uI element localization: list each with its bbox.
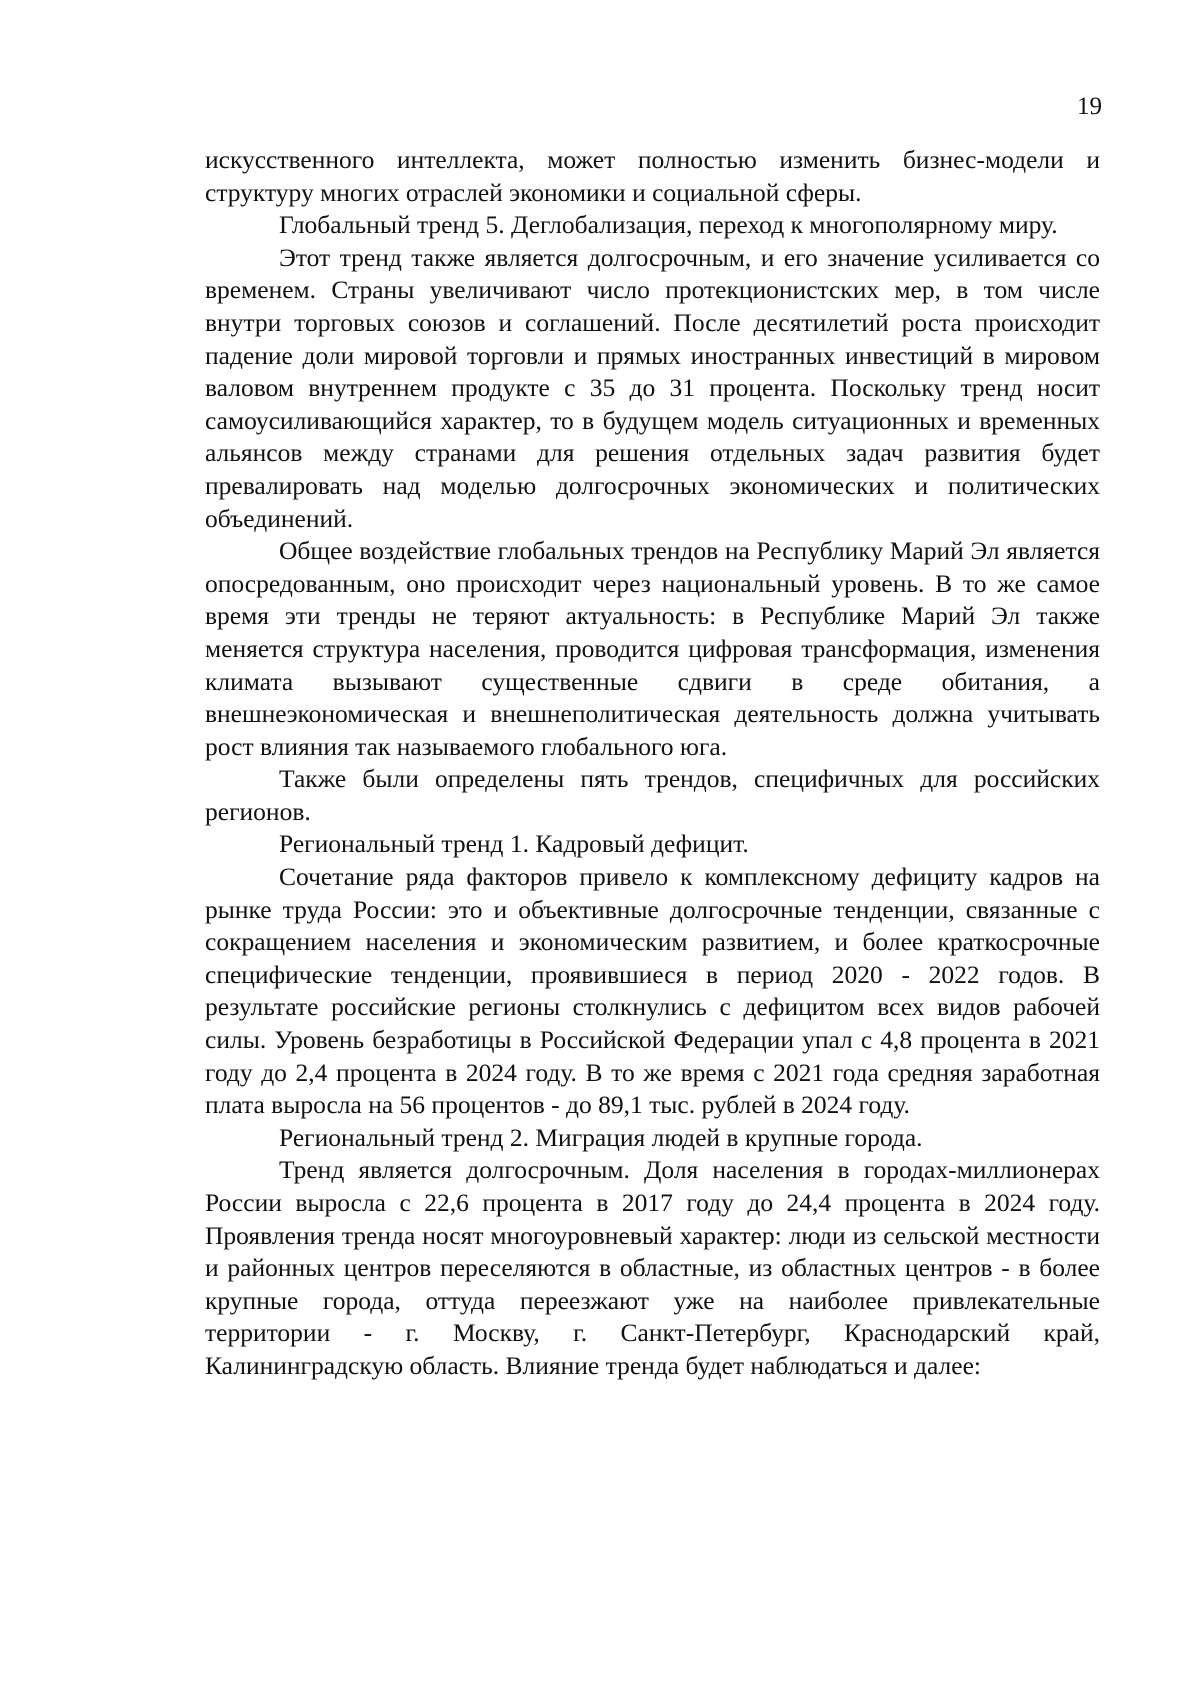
paragraph-regional-trend-2-heading: Региональный тренд 2. Миграция людей в крупные города. [279, 1122, 923, 1152]
paragraph-deglobalization: Этот тренд также является долгосрочным, и его значение усиливается со временем. Страны увеличивают число протекционистских мер, в том числе внутри торговых союзов и соглашений. После десятилетий роста происходит падение доли мировой торговли и прямых иностранных инвестиций в мировом валовом внутреннем продукте с 35 до 31 процента. Поскольку тренд носит самоусиливающийся характер, то в будущем модель ситуационных и временных альянсов между странами для решения отдельных задач развития будет превалировать над моделью долгосрочных экономических и политических объединений. [205, 242, 1100, 533]
paragraph-regional-trends-intro: Также были определены пять трендов, специфичных для российских регионов. [205, 764, 1100, 826]
paragraph-labor-shortage: Сочетание ряда факторов привело к комплексному дефициту кадров на рынке труда России: это и объективные долгосрочные тенденции, связанные с сокращением населения и экономическим развитием, и более краткосрочные специфические тенденции, проявившиеся в период 2020 - 2022 годов. В результате российские регионы столкнулись с дефицитом всех видов рабочей силы. Уровень безработицы в Российской Федерации упал с 4,8 процента в 2021 году до 2,4 процента в 2024 году. В то же время с 2021 года средняя заработная плата выросла на 56 процентов - до 89,1 тыс. рублей в 2024 году. [205, 862, 1100, 1120]
paragraph-mari-el-impact: Общее воздействие глобальных трендов на Республику Марий Эл является опосредованным, оно происходит через национальный уровень. В то же самое время эти тренды не теряют актуальность: в Республике Марий Эл также меняется структура населения, проводится цифровая трансформация, изменения климата вызывают существенные сдвиги в среде обитания, а внешнеэкономическая и внешнеполитическая деятельность должна учитывать рост влияния так называемого глобального юга. [205, 536, 1100, 761]
paragraph-urban-migration: Тренд является долгосрочным. Доля населения в городах-миллионерах России выросла с 22,6 процента в 2017 году до 24,4 процента в 2024 году. Проявления тренда носят многоуровневый характер: люди из сельской местности и районных центров переселяются в областные, из областных центров - в более крупные города, оттуда переезжают уже на наиболее привлекательные территории - г. Москву, г. Санкт-Петербург, Краснодарский край, Калининградскую область. Влияние тренда будет наблюдаться и далее: [205, 1155, 1100, 1380]
document-body [205, 144, 1100, 1383]
paragraph-continuation: искусственного интеллекта, может полностью изменить бизнес-модели и структуру многих отраслей экономики и социальной сферы. [205, 145, 1100, 207]
page-number: 19 [1077, 93, 1102, 120]
paragraph-global-trend-5-heading: Глобальный тренд 5. Деглобализация, переход к многополярному миру. [279, 210, 1058, 240]
paragraph-regional-trend-1-heading: Региональный тренд 1. Кадровый дефицит. [279, 829, 749, 859]
